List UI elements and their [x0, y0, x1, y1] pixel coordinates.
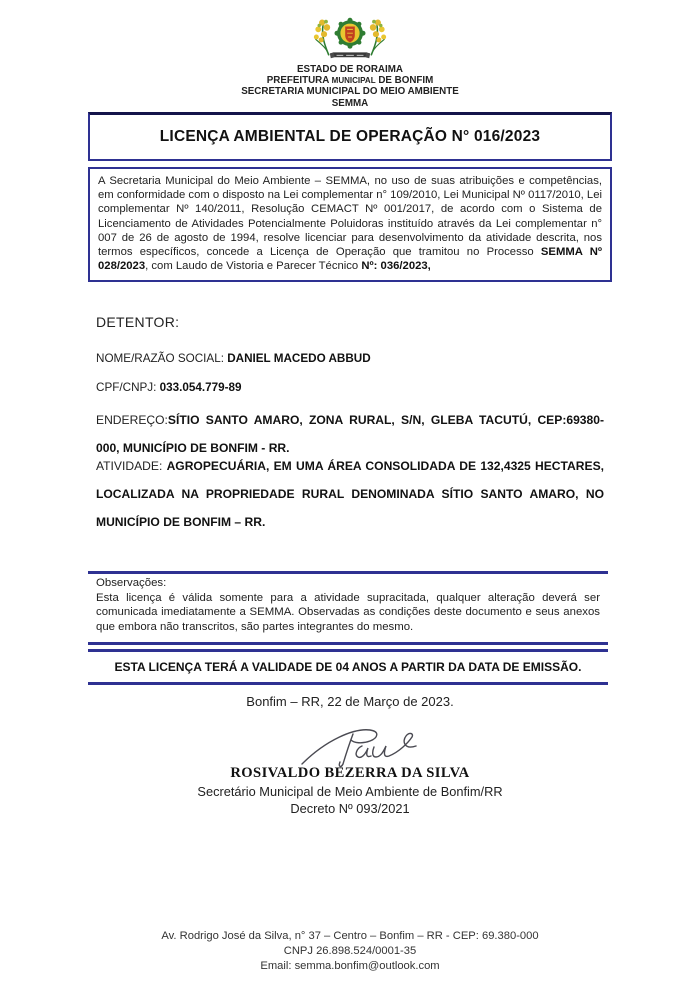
holder-cpf-label: CPF/CNPJ:	[96, 381, 160, 394]
signatory-role: Secretário Municipal de Meio Ambiente de Bonfim/RR	[197, 784, 503, 799]
header-org-block	[0, 64, 700, 109]
license-title-box	[88, 112, 612, 161]
holder-address-label: ENDEREÇO:	[96, 413, 168, 427]
bonfim-coat-of-arms-icon	[306, 13, 394, 63]
signatory-name: ROSIVALDO BEZERRA DA SILVA	[230, 765, 470, 781]
validity-statement: ESTA LICENÇA TERÁ A VALIDADE DE 04 ANOS A PARTIR DA DATA DE EMISSÃO.	[114, 660, 582, 674]
holder-name-row	[96, 352, 604, 365]
observations-section	[88, 571, 608, 645]
header-semma-line: SEMMA	[331, 97, 369, 109]
issue-place-date: Bonfim – RR, 22 de Março de 2023.	[246, 694, 454, 709]
observations-label: Observações:	[96, 577, 167, 589]
footer-block	[0, 929, 700, 973]
holder-name-label: NOME/RAZÃO SOCIAL:	[96, 352, 228, 365]
validity-statement-box	[88, 649, 608, 685]
header-prefecture-line: PREFEITURA MUNICIPAL DE BONFIM	[266, 75, 434, 87]
footer-address: Av. Rodrigo José da Silva, n° 37 – Centro – Bonfim – RR - CEP: 69.380-000	[161, 930, 539, 942]
observations-text: Esta licença é válida somente para a atividade supracitada, qualquer alteração deverá ser comunicada imediatamente a SEMMA. Observadas as condições deste documento e seus anexos que embora não transcritos, são partes integrantes do mesmo.	[96, 591, 600, 633]
header-state-line: ESTADO DE RORAIMA	[297, 64, 403, 75]
license-title: LICENÇA AMBIENTAL DE OPERAÇÃO N° 016/2023	[159, 128, 541, 145]
signatory-decree: Decreto Nº 093/2021	[290, 801, 410, 816]
handwritten-signature-icon	[296, 724, 424, 770]
holder-address-value: SÍTIO SANTO AMARO, ZONA RURAL, S/N, GLEBA TACUTÚ, CEP:69380-000, MUNICÍPIO DE BONFIM - RR.	[96, 413, 604, 455]
header-secretariat-line: SECRETARIA MUNICIPAL DO MEIO AMBIENTE	[241, 86, 459, 98]
holder-cpf-row	[96, 381, 604, 394]
holder-cpf-value: 033.054.779-89	[159, 381, 242, 394]
holder-section-label: DETENTOR:	[96, 314, 180, 330]
holder-activity-label: ATIVIDADE:	[96, 459, 167, 473]
holder-activity-row	[96, 452, 604, 536]
footer-email: Email: semma.bonfim@outlook.com	[260, 959, 440, 972]
footer-cnpj: CNPJ 26.898.524/0001-35	[283, 944, 417, 957]
holder-name-value: DANIEL MACEDO ABBUD	[227, 352, 371, 365]
license-preamble: A Secretaria Municipal do Meio Ambiente – SEMMA, no uso de suas atribuições e competências, em conformidade com o disposto na Lei complementar n° 109/2010, Lei Municipal Nº 0117/2010, Lei complementar Nº 140/2011, Resolução CEMACT Nº 001/2017, de acordo com o Sistema de Licenciamento de Atividades Potencialmente Poluidoras instituído através da Lei complementar n° 007 de 26 de agosto de 1994, resolve licenciar para desenvolvimento da atividade descrita, nos termos específicos, concede a Licença de Operação que tramitou no Processo SEMMA Nº 028/2023, com Laudo de Vistoria e Parecer Técnico Nº: 036/2023,	[88, 167, 612, 282]
holder-activity-value: AGROPECUÁRIA, EM UMA ÁREA CONSOLIDADA DE 132,4325 HECTARES, LOCALIZADA NA PROPRIEDADE RURAL DENOMINADA SÍTIO SANTO AMARO, NO MUNICÍPIO DE BONFIM – RR.	[96, 459, 604, 529]
